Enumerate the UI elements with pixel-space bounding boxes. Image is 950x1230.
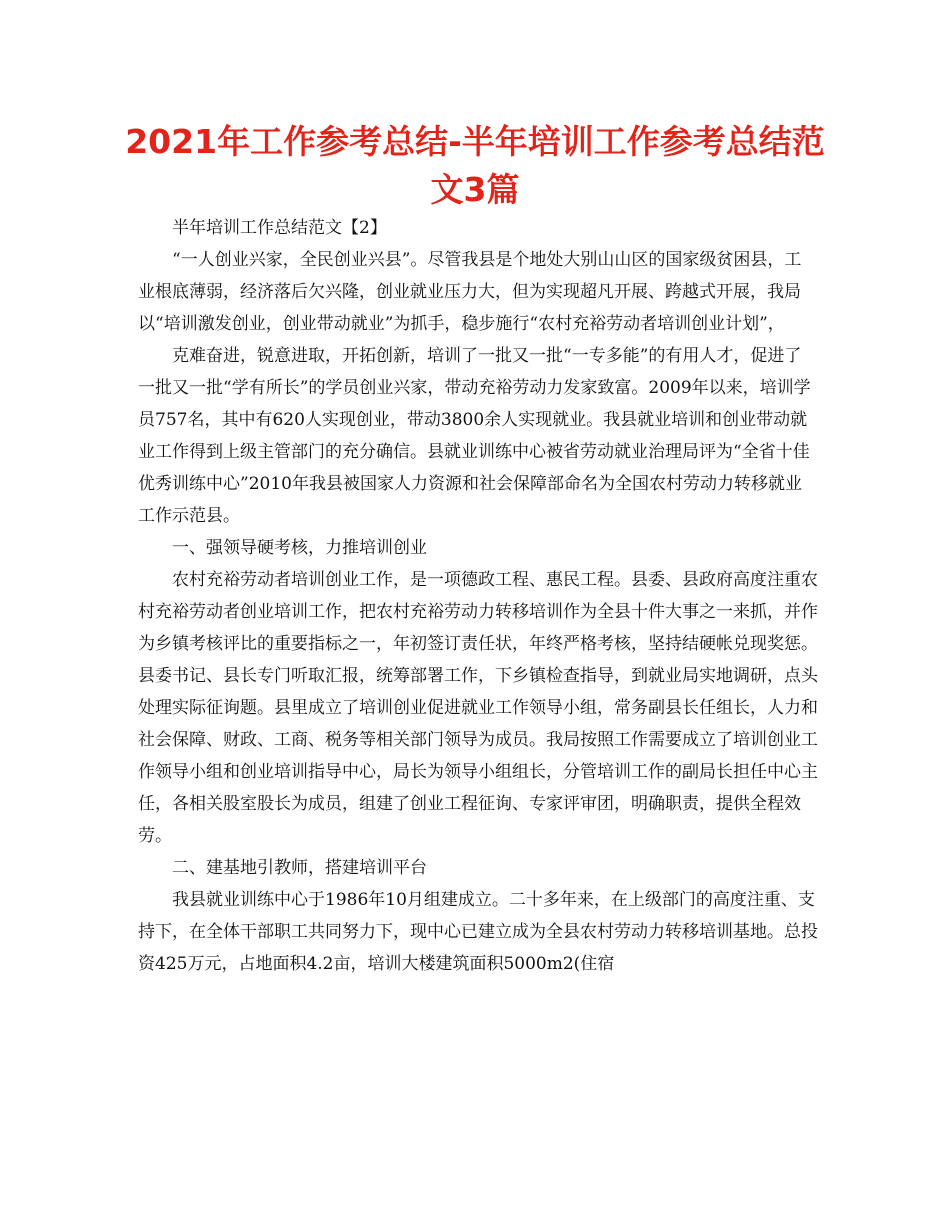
section-heading: 一、强领导硬考核，力推培训创业 [172,538,427,558]
title-line-1: 2021年工作参考总结-半年培训工作参考总结范 [125,122,825,161]
paragraph: 克难奋进，锐意进取，开拓创新，培训了一批又一批“一专多能”的有用人才，促进了一批又一批“学有所长”的学员创业兴家，带动充裕劳动力发家致富。2009年以来，培训学员757名，其中有620人实现创业，带动3800余人实现就业。我县就业培训和创业带动就业工作得到上级主管部门的充分确信。县就业训练中心被省劳动就业治理局评为“全省十佳优秀训练中心”2010年我县被国家人力资源和社会保障部命名为全国农村劳动力转移就业工作示范县。 [138,346,811,526]
section-heading: 二、建基地引教师，搭建培训平台 [172,858,427,878]
paragraph: “一人创业兴家，全民创业兴县”。尽管我县是个地处大别山山区的国家级贫困县，工业根底薄弱，经济落后欠兴隆，创业就业压力大，但为实现超凡开展、跨越式开展，我局以“培训激发创业，创业带动就业”为抓手，稳步施行“农村充裕劳动者培训创业计划”， [138,250,802,334]
paragraph: 农村充裕劳动者培训创业工作，是一项德政工程、惠民工程。县委、县政府高度注重农村充裕劳动者创业培训工作，把农村充裕劳动力转移培训作为全县十件大事之一来抓，并作为乡镇考核评比的重要指标之一，年初签订责任状，年终严格考核，坚持结硬帐兑现奖惩。县委书记、县长专门听取汇报，统筹部署工作，下乡镇检查指导，到就业局实地调研，点头处理实际征询题。县里成立了培训创业促进就业工作领导小组，常务副县长任组长，人力和社会保障、财政、工商、税务等相关部门领导为成员。我局按照工作需要成立了培训创业工作领导小组和创业培训指导中心，局长为领导小组组长，分管培训工作的副局长担任中心主任，各相关股室股长为成员，组建了创业工程征询、专家评审团，明确职责，提供全程效劳。 [138,570,818,846]
document-body [138,212,818,980]
document-title [60,118,890,214]
section-heading: 半年培训工作总结范文【2】 [172,218,387,238]
title-line-2: 文3篇 [430,170,520,209]
paragraph: 我县就业训练中心于1986年10月组建成立。二十多年来，在上级部门的高度注重、支持下，在全体干部职工共同努力下，现中心已建立成为全县农村劳动力转移培训基地。总投资425万元，占地面积4.2亩，培训大楼建筑面积5000m2(住宿 [138,890,818,974]
